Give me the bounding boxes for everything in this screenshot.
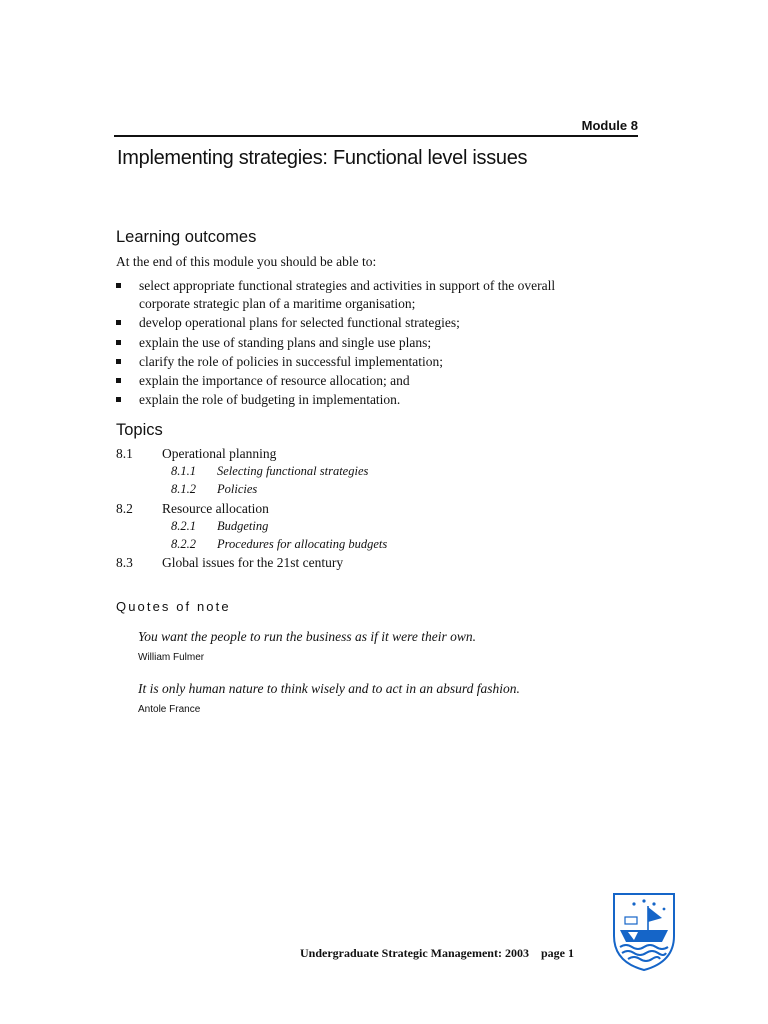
page-footer bbox=[300, 946, 574, 961]
quote-text: You want the people to run the business as if it were their own. bbox=[138, 629, 477, 644]
list-item: explain the use of standing plans and single use plans; bbox=[116, 334, 596, 352]
list-item: develop operational plans for selected functional strategies; bbox=[116, 314, 596, 332]
bullet-square-icon bbox=[116, 397, 121, 402]
ship-crest-icon bbox=[612, 892, 676, 972]
quote-text: It is only human nature to think wisely and to act in an absurd fashion. bbox=[138, 681, 520, 696]
topic-title: Resource allocation bbox=[162, 500, 269, 516]
subtopic-number: 8.1.2 bbox=[171, 482, 196, 497]
bullet-square-icon bbox=[116, 378, 121, 383]
subtopic-title: Policies bbox=[217, 482, 258, 497]
learning-outcomes-intro: At the end of this module you should be able to: bbox=[116, 254, 377, 269]
footer-course: Undergraduate Strategic Management: 2003 bbox=[300, 946, 529, 960]
subtopic-number: 8.1.1 bbox=[171, 464, 196, 479]
bullet-square-icon bbox=[116, 359, 121, 364]
subtopic-number: 8.2.1 bbox=[171, 518, 196, 533]
topic-number: 8.2 bbox=[116, 500, 133, 516]
quotes-heading: Quotes of note bbox=[116, 599, 231, 614]
module-label: Module 8 bbox=[581, 118, 638, 133]
footer-page-number: page 1 bbox=[540, 946, 574, 960]
page-title: Implementing strategies: Functional level issues bbox=[117, 147, 528, 169]
subtopic-number: 8.2.2 bbox=[171, 536, 196, 551]
list-item: explain the role of budgeting in implementation. bbox=[116, 391, 596, 409]
list-item: select appropriate functional strategies and activities in support of the overall corporate strategic plan of a maritime organisation; bbox=[116, 277, 596, 313]
quote-author: Antole France bbox=[138, 704, 201, 715]
subtopic-title: Selecting functional strategies bbox=[217, 464, 369, 479]
learning-outcomes-heading: Learning outcomes bbox=[116, 228, 257, 246]
bullet-square-icon bbox=[116, 283, 121, 288]
list-item: explain the importance of resource allocation; and bbox=[116, 372, 596, 390]
bullet-square-icon bbox=[116, 340, 121, 345]
learning-outcomes-list bbox=[116, 277, 596, 411]
topic-title: Global issues for the 21st century bbox=[162, 555, 344, 571]
topic-number: 8.1 bbox=[116, 446, 133, 461]
header-rule bbox=[114, 135, 638, 137]
quote-author: William Fulmer bbox=[138, 652, 205, 663]
topics-heading: Topics bbox=[116, 421, 163, 439]
topic-number: 8.3 bbox=[116, 555, 133, 571]
topic-title: Operational planning bbox=[162, 446, 277, 461]
bullet-square-icon bbox=[116, 320, 121, 325]
subtopic-title: Budgeting bbox=[217, 518, 269, 533]
list-item: clarify the role of policies in successful implementation; bbox=[116, 353, 596, 371]
subtopic-title: Procedures for allocating budgets bbox=[217, 536, 388, 551]
